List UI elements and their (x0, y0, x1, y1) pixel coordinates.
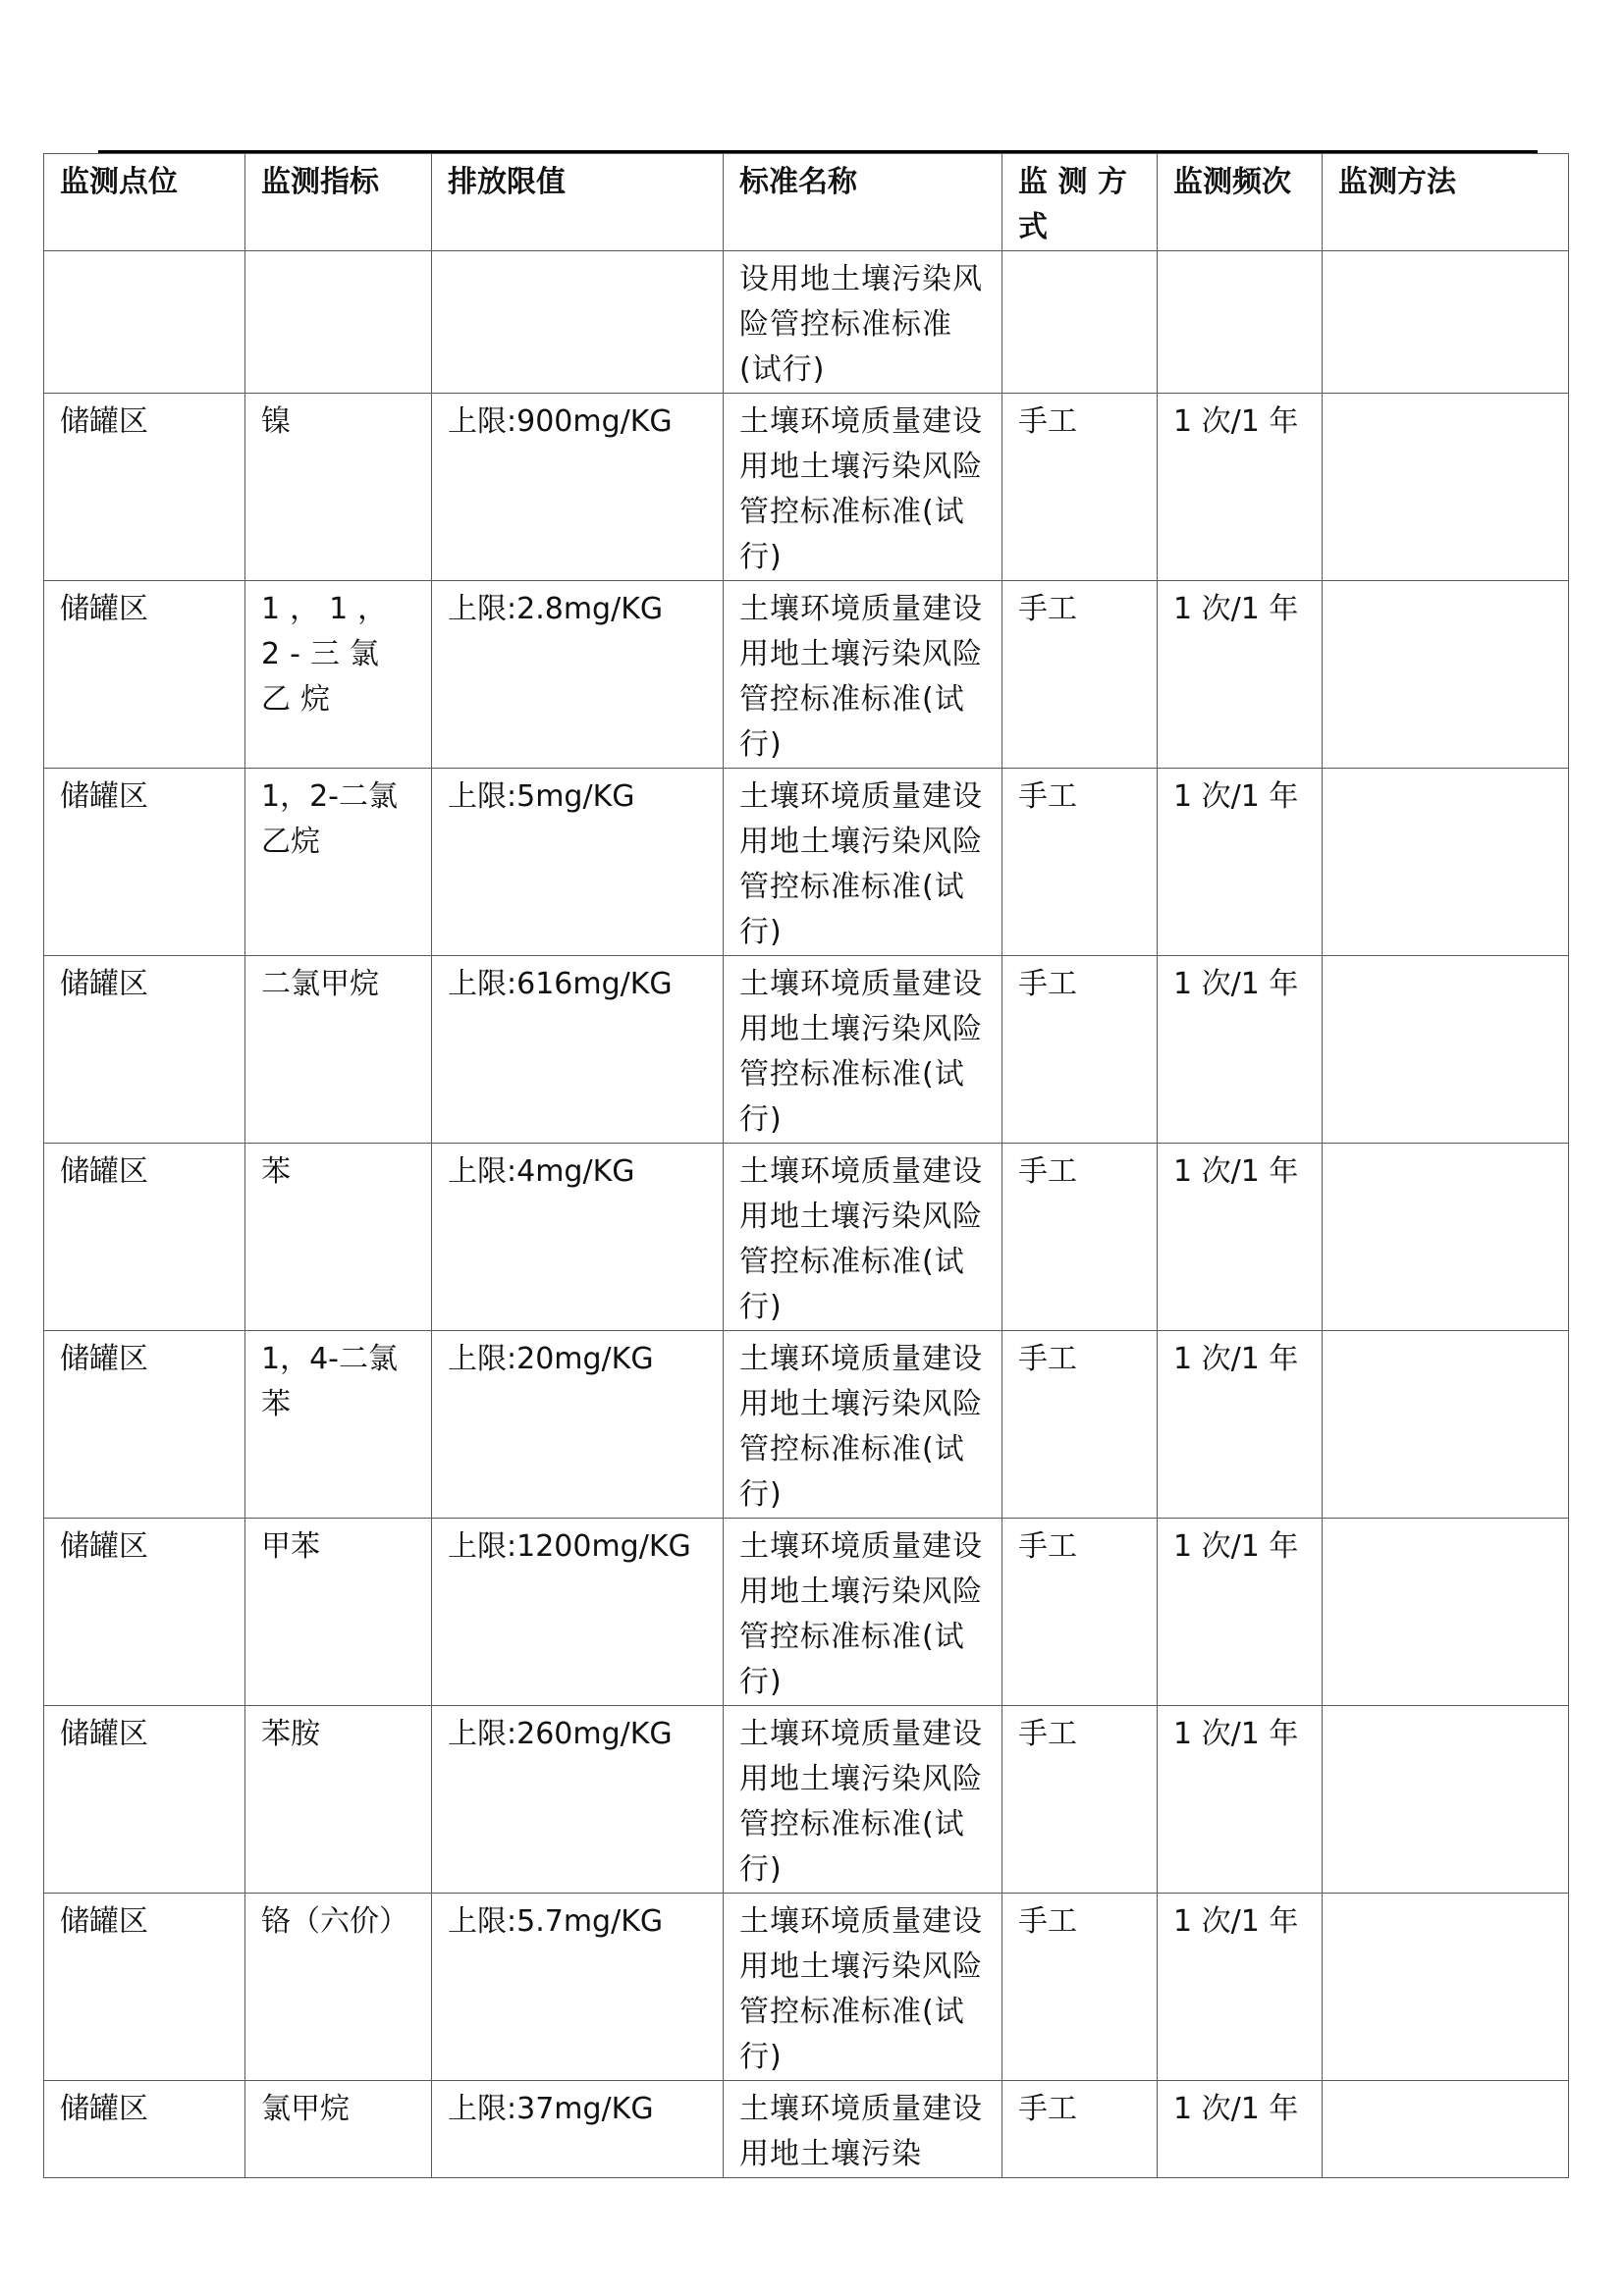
cell-location: 储罐区 (44, 956, 245, 1144)
cell-limit: 上限:2.8mg/KG (432, 581, 724, 769)
cell-limit (432, 251, 724, 394)
cell-standard: 土壤环境质量建设用地土壤污染风险管控标准标准(试行) (724, 769, 1002, 956)
cell-mode: 手工 (1002, 394, 1158, 581)
cell-mode: 手工 (1002, 1519, 1158, 1706)
cell-mode: 手工 (1002, 2081, 1158, 2178)
cell-indicator: 1，1，2-三氯乙烷 (245, 581, 432, 769)
cell-method (1323, 1894, 1569, 2081)
table-row (44, 2081, 1569, 2178)
cell-location: 储罐区 (44, 581, 245, 769)
table-row (44, 1894, 1569, 2081)
cell-standard: 土壤环境质量建设用地土壤污染风险管控标准标准(试行) (724, 1706, 1002, 1894)
cell-standard: 土壤环境质量建设用地土壤污染风险管控标准标准(试行) (724, 1331, 1002, 1519)
cell-indicator: 镍 (245, 394, 432, 581)
header-standard: 标准名称 (724, 154, 1002, 251)
table-row (44, 1706, 1569, 1894)
table-row (44, 1144, 1569, 1331)
cell-location: 储罐区 (44, 1519, 245, 1706)
cell-limit: 上限:260mg/KG (432, 1706, 724, 1894)
cell-method (1323, 581, 1569, 769)
cell-method (1323, 956, 1569, 1144)
cell-location: 储罐区 (44, 2081, 245, 2178)
table-row (44, 581, 1569, 769)
cell-mode: 手工 (1002, 1894, 1158, 2081)
cell-indicator: 苯 (245, 1144, 432, 1331)
cell-indicator (245, 251, 432, 394)
continuation-row (44, 251, 1569, 394)
table-row (44, 1331, 1569, 1519)
cell-location: 储罐区 (44, 1894, 245, 2081)
cell-method (1323, 2081, 1569, 2178)
cell-limit: 上限:37mg/KG (432, 2081, 724, 2178)
cell-location (44, 251, 245, 394)
cell-method (1323, 1706, 1569, 1894)
cell-frequency: 1 次/1 年 (1158, 1706, 1323, 1894)
header-frequency: 监测频次 (1158, 154, 1323, 251)
cell-frequency: 1 次/1 年 (1158, 581, 1323, 769)
cell-location: 储罐区 (44, 1706, 245, 1894)
cell-standard: 设用地土壤污染风险管控标准标准(试行) (724, 251, 1002, 394)
cell-indicator: 1，2-二氯乙烷 (245, 769, 432, 956)
cell-method (1323, 1519, 1569, 1706)
cell-frequency: 1 次/1 年 (1158, 394, 1323, 581)
cell-indicator: 铬（六价） (245, 1894, 432, 2081)
cell-location: 储罐区 (44, 1144, 245, 1331)
cell-frequency: 1 次/1 年 (1158, 1894, 1323, 2081)
cell-indicator: 甲苯 (245, 1519, 432, 1706)
cell-limit: 上限:5.7mg/KG (432, 1894, 724, 2081)
cell-standard: 土壤环境质量建设用地土壤污染 (724, 2081, 1002, 2178)
cell-mode: 手工 (1002, 1144, 1158, 1331)
cell-frequency: 1 次/1 年 (1158, 956, 1323, 1144)
cell-mode: 手工 (1002, 1331, 1158, 1519)
cell-standard: 土壤环境质量建设用地土壤污染风险管控标准标准(试行) (724, 1519, 1002, 1706)
cell-indicator: 氯甲烷 (245, 2081, 432, 2178)
cell-limit: 上限:4mg/KG (432, 1144, 724, 1331)
cell-frequency: 1 次/1 年 (1158, 1519, 1323, 1706)
cell-mode: 手工 (1002, 956, 1158, 1144)
cell-mode: 手工 (1002, 769, 1158, 956)
cell-standard: 土壤环境质量建设用地土壤污染风险管控标准标准(试行) (724, 956, 1002, 1144)
cell-location: 储罐区 (44, 769, 245, 956)
table-row (44, 1519, 1569, 1706)
cell-standard: 土壤环境质量建设用地土壤污染风险管控标准标准(试行) (724, 1894, 1002, 2081)
cell-indicator: 二氯甲烷 (245, 956, 432, 1144)
header-location: 监测点位 (44, 154, 245, 251)
cell-limit: 上限:5mg/KG (432, 769, 724, 956)
cell-method (1323, 1144, 1569, 1331)
cell-mode: 手工 (1002, 581, 1158, 769)
cell-indicator: 1，4-二氯苯 (245, 1331, 432, 1519)
cell-frequency: 1 次/1 年 (1158, 1331, 1323, 1519)
cell-frequency: 1 次/1 年 (1158, 769, 1323, 956)
cell-location: 储罐区 (44, 1331, 245, 1519)
cell-limit: 上限:1200mg/KG (432, 1519, 724, 1706)
header-limit: 排放限值 (432, 154, 724, 251)
cell-frequency: 1 次/1 年 (1158, 2081, 1323, 2178)
header-indicator: 监测指标 (245, 154, 432, 251)
cell-standard: 土壤环境质量建设用地土壤污染风险管控标准标准(试行) (724, 394, 1002, 581)
cell-limit: 上限:616mg/KG (432, 956, 724, 1144)
cell-indicator: 苯胺 (245, 1706, 432, 1894)
cell-location: 储罐区 (44, 394, 245, 581)
cell-limit: 上限:900mg/KG (432, 394, 724, 581)
header-mode: 监 测 方 式 (1002, 154, 1158, 251)
header-method: 监测方法 (1323, 154, 1569, 251)
cell-standard: 土壤环境质量建设用地土壤污染风险管控标准标准(试行) (724, 581, 1002, 769)
table-row (44, 956, 1569, 1144)
cell-method (1323, 1331, 1569, 1519)
cell-method (1323, 394, 1569, 581)
monitoring-table (43, 153, 1569, 2178)
cell-mode: 手工 (1002, 1706, 1158, 1894)
cell-frequency: 1 次/1 年 (1158, 1144, 1323, 1331)
cell-standard: 土壤环境质量建设用地土壤污染风险管控标准标准(试行) (724, 1144, 1002, 1331)
table-row (44, 394, 1569, 581)
cell-method (1323, 769, 1569, 956)
table-row (44, 769, 1569, 956)
cell-frequency (1158, 251, 1323, 394)
cell-mode (1002, 251, 1158, 394)
header-row (44, 154, 1569, 251)
cell-method (1323, 251, 1569, 394)
cell-limit: 上限:20mg/KG (432, 1331, 724, 1519)
